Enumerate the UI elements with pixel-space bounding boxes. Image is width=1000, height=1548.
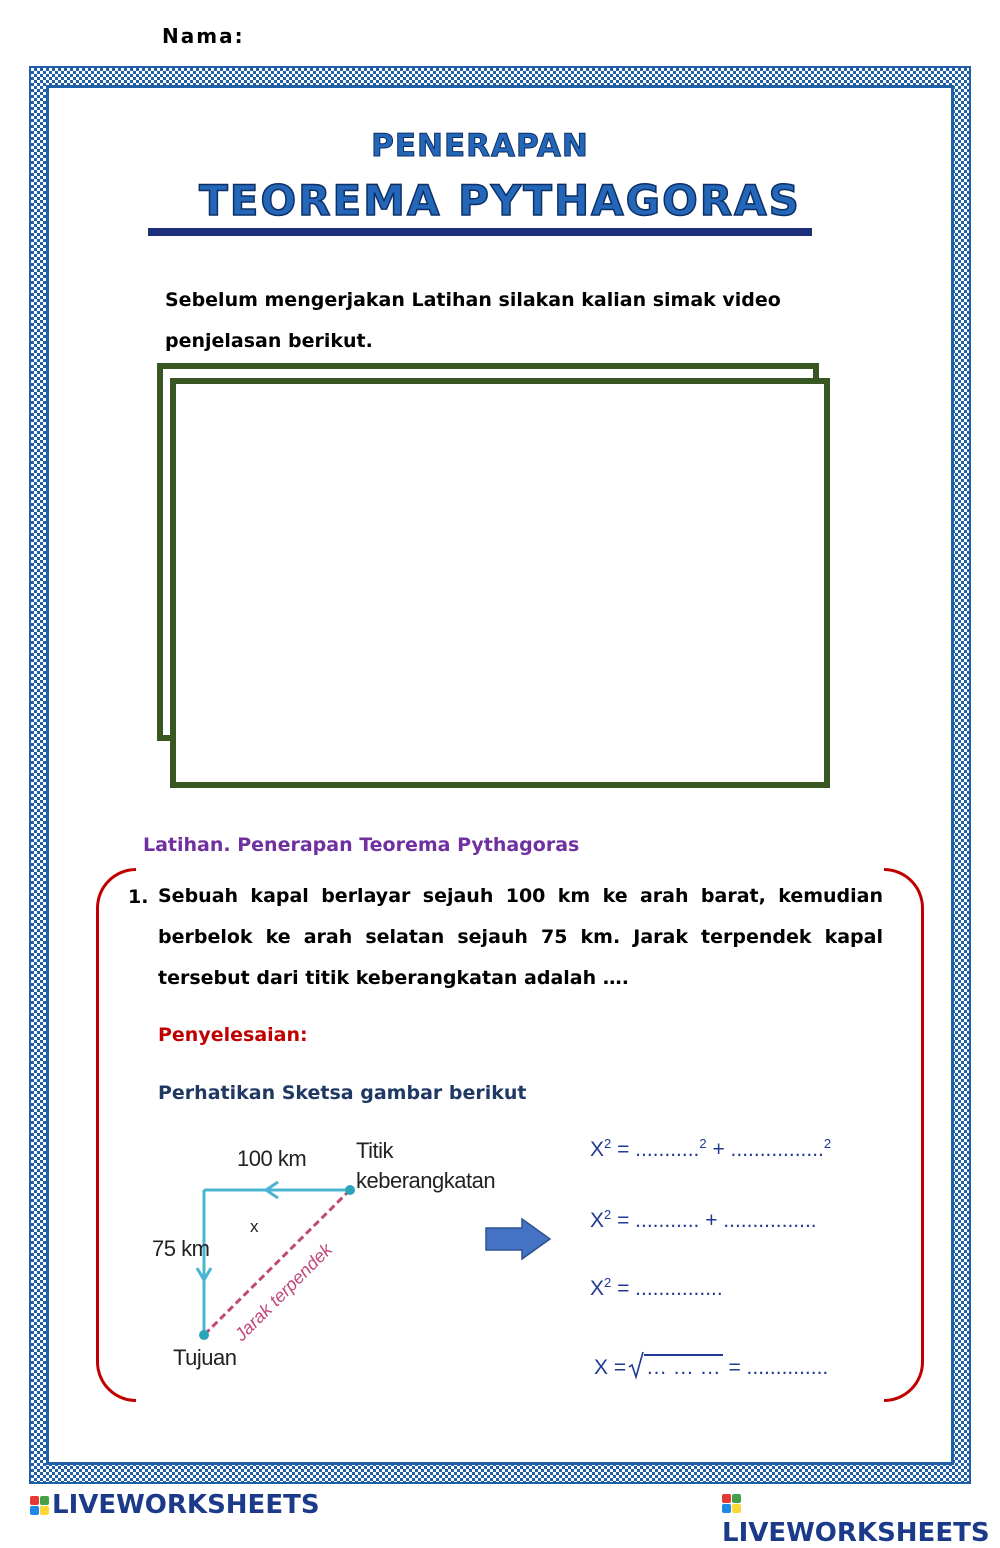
end-point	[199, 1330, 209, 1340]
west-distance-label: 100 km	[237, 1146, 307, 1171]
eq1-blank-b[interactable]: + ................	[706, 1138, 824, 1161]
exercise-heading: Latihan. Penerapan Teorema Pythagoras	[143, 834, 580, 856]
eq2-blanks[interactable]: = ........... + ................	[611, 1209, 817, 1232]
liveworksheets-logo-icon	[30, 1496, 49, 1515]
question-number: 1.	[128, 886, 149, 908]
equation-4: X = … … … = ..............	[594, 1354, 828, 1380]
eq1-blank-a[interactable]: = ...........	[611, 1138, 700, 1161]
title-underline	[148, 228, 812, 236]
sketch-label: Perhatikan Sketsa gambar berikut	[158, 1082, 527, 1104]
equation-1: $X^2 = ...........^2 + ................^2$	[590, 1136, 832, 1161]
brand-text-left: LIVEWORKSHEETS	[52, 1490, 320, 1520]
brand-left	[30, 1490, 320, 1520]
equation-3: $X^2$ = ...............	[590, 1275, 723, 1300]
shortest-path-line	[204, 1190, 350, 1335]
video-placeholder[interactable]	[170, 378, 830, 788]
sqrt-icon	[628, 1351, 644, 1379]
eq4-radicand-blank[interactable]: … … …	[645, 1356, 721, 1379]
name-label: Nama:	[162, 24, 245, 48]
equation-2: $X^2$ = ........... + ................	[590, 1207, 817, 1232]
eq3-blank[interactable]: = ...............	[611, 1277, 723, 1300]
question-text: Sebuah kapal berlayar sejauh 100 km ke arah barat, kemudian berbelok ke arah selatan sejauh 75 km. Jarak terpendek kapal tersebut dari titik keberangkatan adalah ….	[158, 885, 883, 989]
title-line-2: TEOREMA PYTHAGORAS	[199, 176, 801, 225]
shortest-path-label: Jarak terpendek	[230, 1239, 337, 1345]
destination-label: Tujuan	[173, 1345, 237, 1370]
solution-label: Penyelesaian:	[158, 1024, 308, 1046]
brand-right	[722, 1488, 1000, 1548]
start-label-line-1: Titik	[356, 1138, 394, 1163]
start-label	[356, 1136, 495, 1196]
start-point	[345, 1185, 355, 1195]
title-line-1: PENERAPAN	[371, 128, 589, 164]
intro-text: Sebelum mengerjakan Latihan silakan kalian simak video penjelasan berikut.	[165, 289, 781, 352]
eq4-result-blank[interactable]: = ..............	[722, 1356, 829, 1379]
liveworksheets-logo-icon	[722, 1494, 741, 1513]
south-distance-label: 75 km	[152, 1236, 210, 1261]
hypotenuse-variable: x	[250, 1217, 258, 1236]
brand-text-right: LIVEWORKSHEETS	[722, 1518, 990, 1548]
right-bracket	[884, 868, 924, 1402]
start-label-line-2: keberangkatan	[356, 1168, 496, 1193]
right-arrow-icon	[484, 1218, 552, 1260]
left-bracket	[96, 868, 136, 1402]
